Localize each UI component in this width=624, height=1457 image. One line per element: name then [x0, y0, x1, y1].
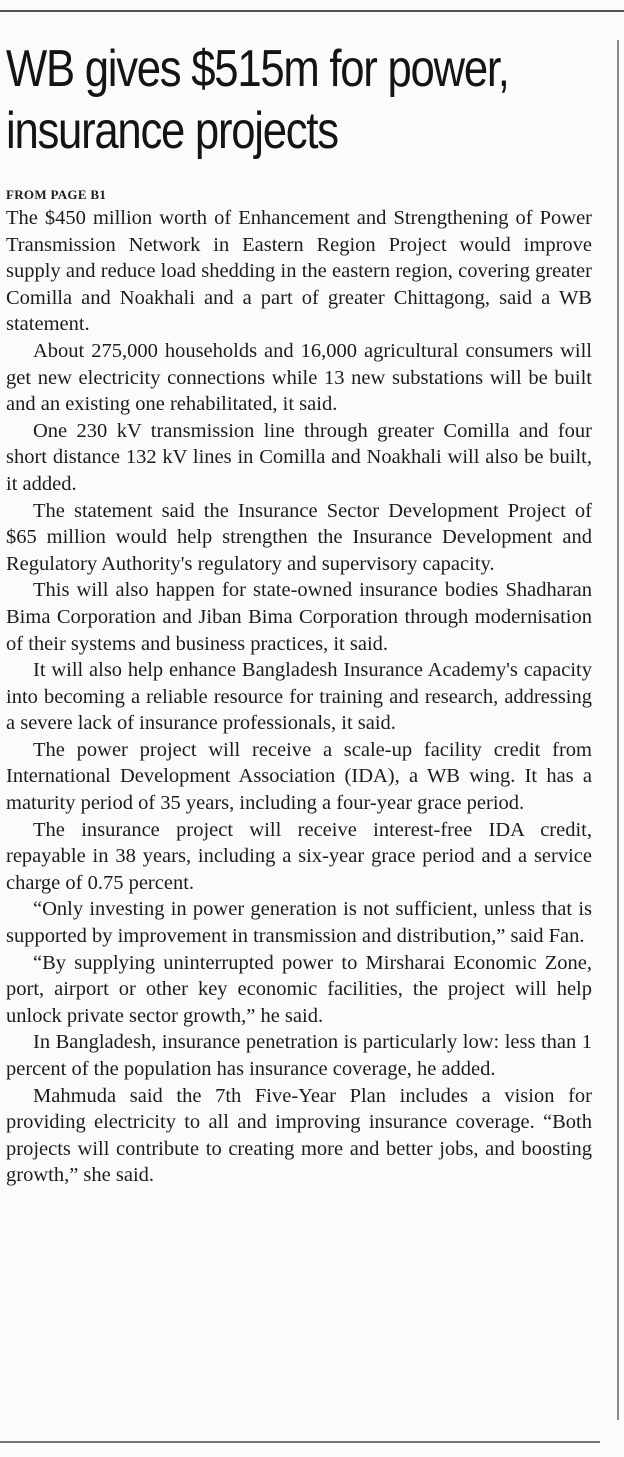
paragraph-6: It will also help enhance Bangladesh Insurance Academy's capacity into becoming a reliable resource for training and research, addressing a severe lack of insurance professionals, it said. — [6, 659, 592, 735]
headline-line-1: WB gives $515m for power, — [6, 40, 509, 98]
dateline: FROM PAGE B1 — [6, 187, 107, 202]
paragraph-5: This will also happen for state-owned insurance bodies Shadharan Bima Corporation and Jiban Bima Corporation through modernisation of their systems and business practices, it said. — [6, 579, 592, 655]
column-rule — [617, 40, 619, 1420]
paragraph-9: “Only investing in power generation is not sufficient, unless that is supported by improvement in transmission and distribution,” said Fan. — [6, 898, 592, 948]
paragraph-8: The insurance project will receive interest-free IDA credit, repayable in 38 years, including a six-year grace period and a service charge of 0.75 percent. — [6, 818, 592, 894]
paragraph-12: Mahmuda said the 7th Five-Year Plan includes a vision for providing electricity to all and improving insurance coverage. “Both projects will contribute to creating more and better jobs, and boosting growth,” she said. — [6, 1084, 592, 1187]
article-body — [6, 205, 592, 1189]
headline-line-2: insurance projects — [6, 102, 338, 160]
bottom-rule — [0, 1441, 600, 1443]
paragraph-10: “By supplying uninterrupted power to Mirsharai Economic Zone, port, airport or other key economic facilities, the project will help unlock private sector growth,” he said. — [6, 951, 592, 1027]
paragraph-7: The power project will receive a scale-up facility credit from International Development Association (IDA), a WB wing. It has a maturity period of 35 years, including a four-year grace period. — [6, 738, 592, 815]
paragraph-3: One 230 kV transmission line through greater Comilla and four short distance 132 kV lines in Comilla and Noakhali will also be built, it added. — [6, 419, 592, 495]
paragraph-1: The $450 million worth of Enhancement and Strengthening of Power Transmission Network in Eastern Region Project would improve supply and reduce load shedding in the eastern region, covering greater Comilla and Noakhali and a part of greater Chittagong, said a WB statement. — [6, 207, 592, 336]
paragraph-11: In Bangladesh, insurance penetration is particularly low: less than 1 percent of the population has insurance coverage, he added. — [6, 1031, 592, 1080]
paragraph-4: The statement said the Insurance Sector Development Project of $65 million would help strengthen the Insurance Development and Regulatory Authority's regulatory and supervisory capacity. — [6, 499, 592, 575]
top-rule — [0, 10, 624, 12]
paragraph-2: About 275,000 households and 16,000 agricultural consumers will get new electricity connections while 13 new substations will be built and an existing one rehabilitated, it said. — [6, 339, 592, 416]
article-headline — [6, 38, 510, 162]
